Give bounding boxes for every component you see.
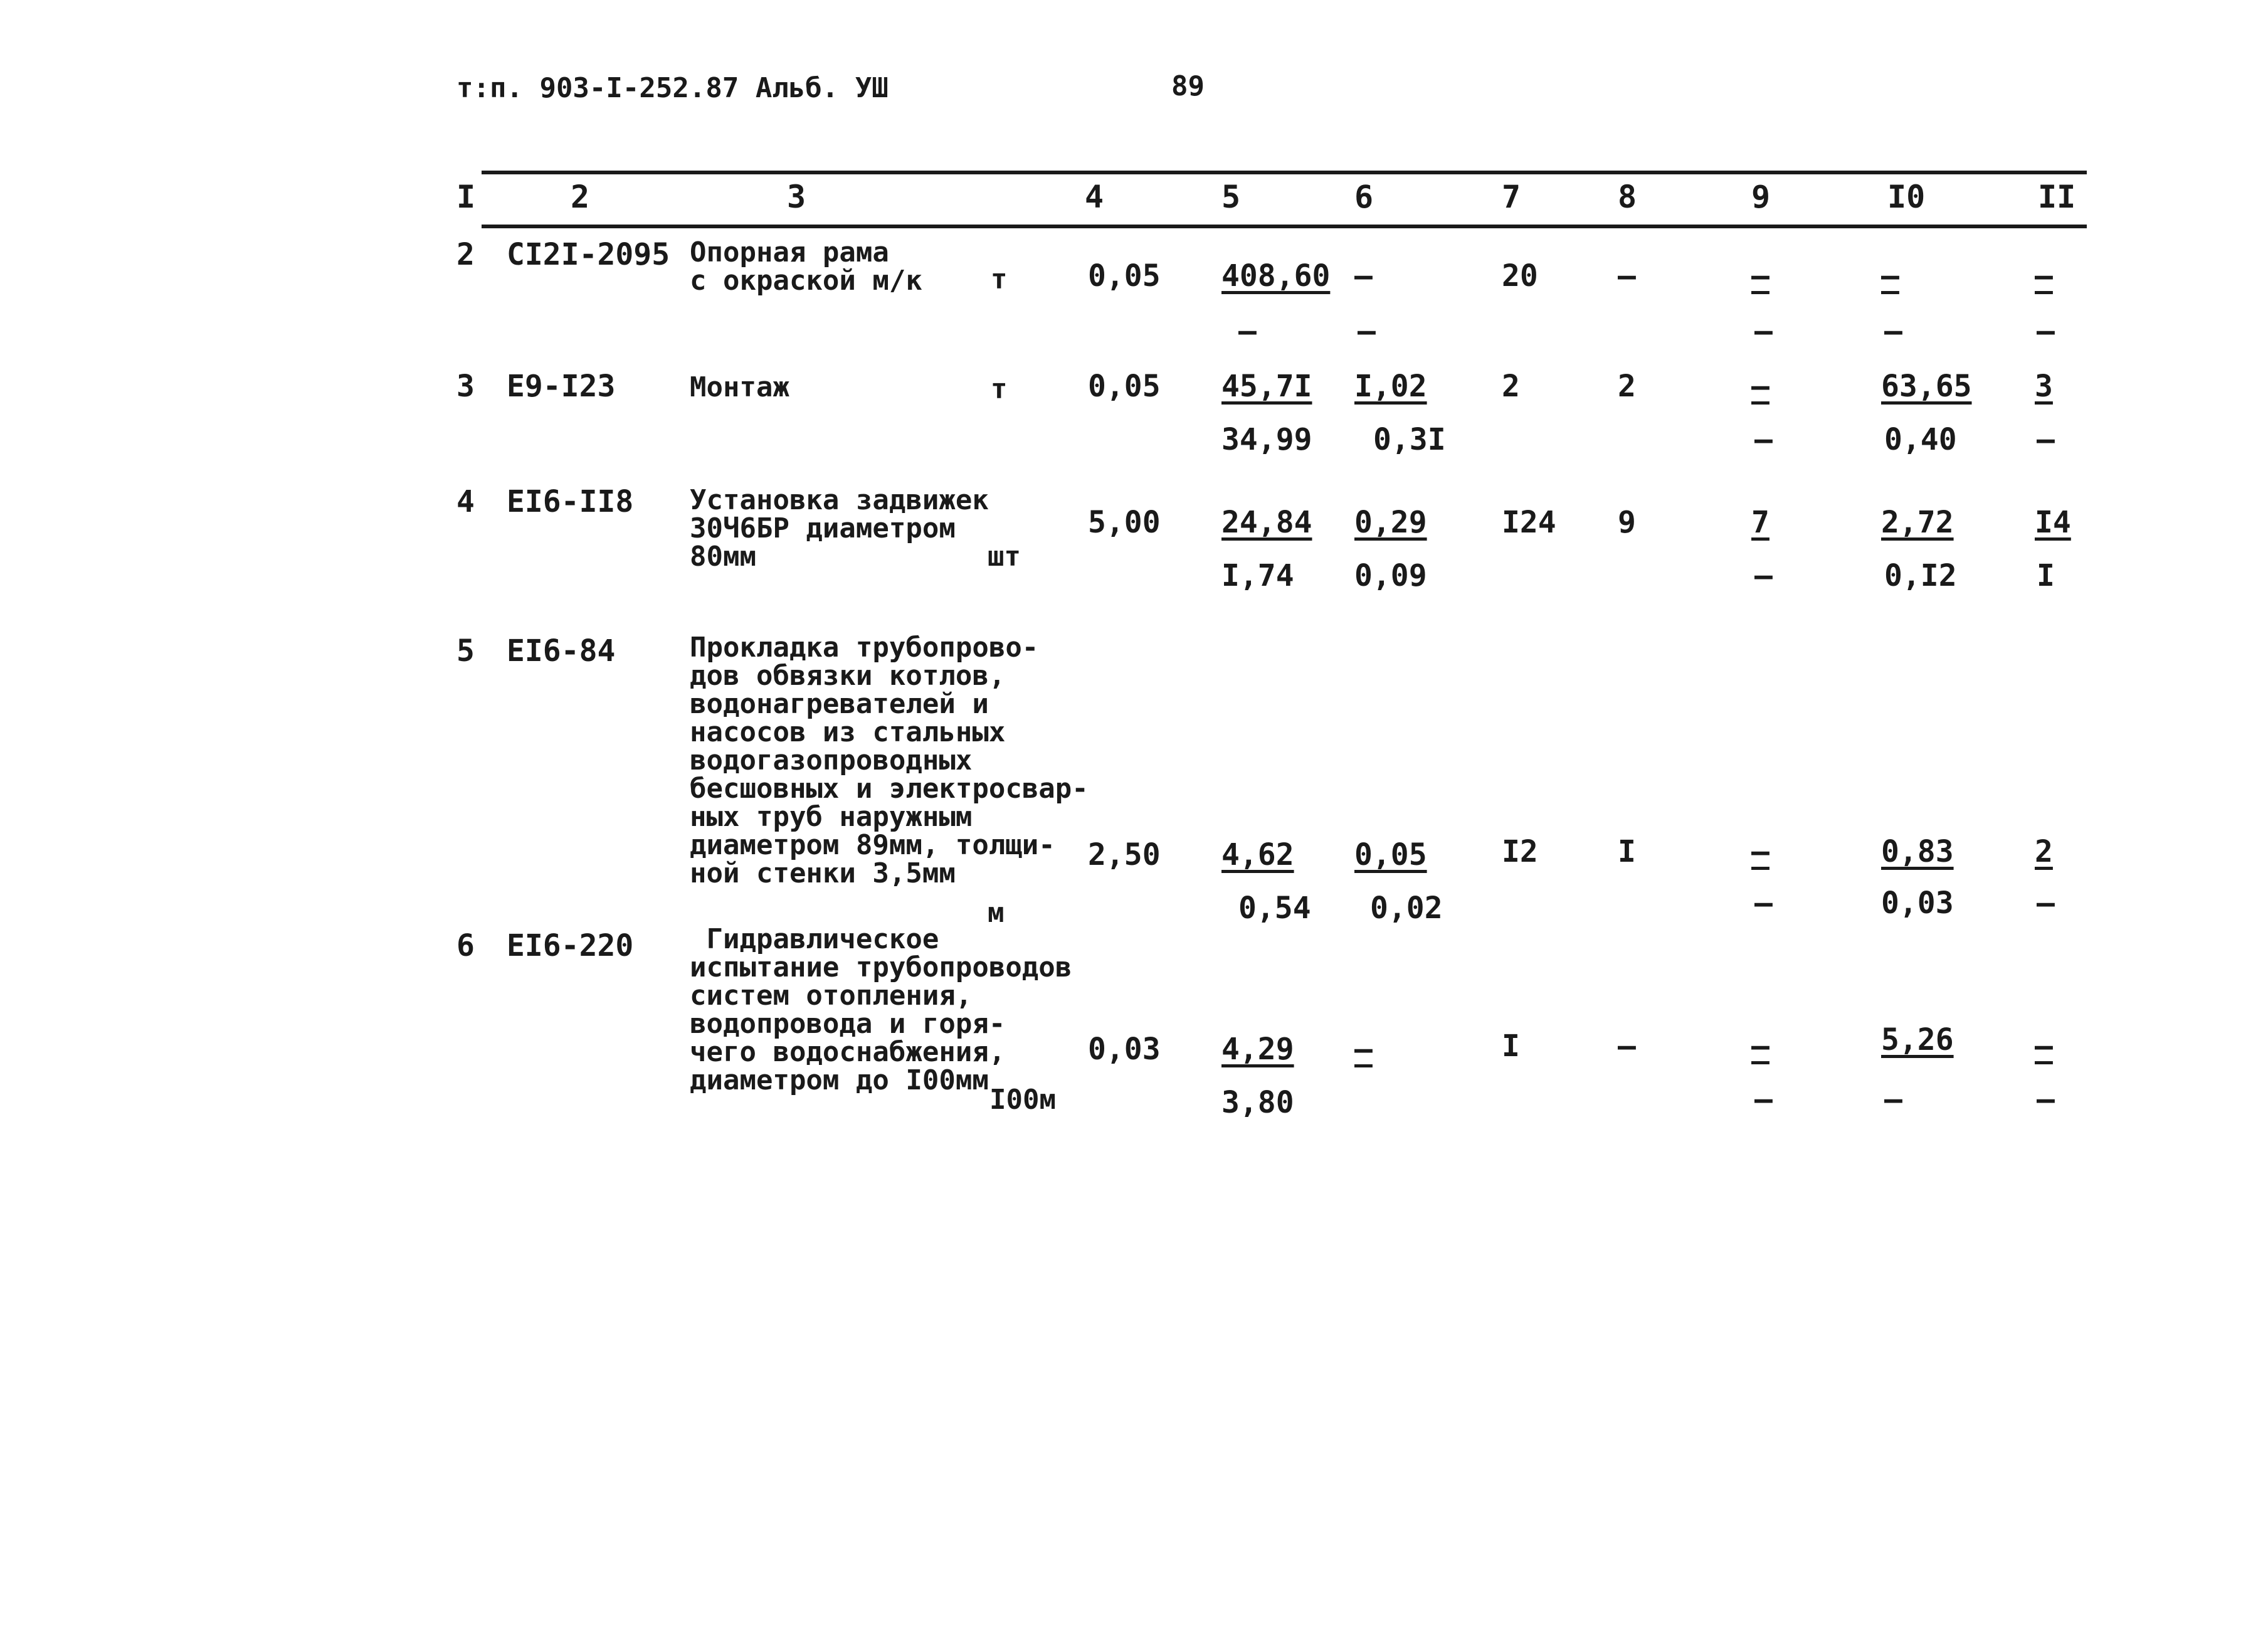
norm-code: E9-I23 [507, 369, 616, 404]
col6-value: 0,05 [1354, 837, 1427, 872]
col11-subvalue: I [2037, 558, 2055, 593]
col11-value: – [2035, 1029, 2053, 1064]
col9-value: – [1751, 258, 1770, 294]
col5-value: 408,60 [1221, 258, 1331, 294]
col7-value: 2 [1502, 369, 1520, 404]
col10-subvalue: 0,40 [1884, 422, 1957, 457]
column-number: 3 [787, 179, 806, 215]
col6-value: – [1354, 1032, 1373, 1067]
col5-value: 4,62 [1221, 837, 1294, 872]
col11-subvalue: – [2037, 422, 2055, 457]
col10-subvalue: – [1884, 1082, 1902, 1117]
col5-subvalue: – [1238, 314, 1257, 349]
table-header-rule [482, 225, 2087, 228]
col11-value: I4 [2035, 505, 2071, 540]
unit: I00м [989, 1084, 1056, 1116]
col6-subvalue: 0,02 [1370, 891, 1443, 926]
col5-value: 4,29 [1221, 1032, 1294, 1067]
col5-subvalue: I,74 [1221, 558, 1294, 593]
col10-subvalue: 0,03 [1881, 886, 1954, 921]
col9-value: – [1751, 834, 1770, 869]
col7-value: I [1502, 1029, 1520, 1064]
row-number: 5 [456, 633, 475, 669]
column-number: 5 [1221, 179, 1241, 215]
column-number: 9 [1751, 179, 1771, 215]
column-number: 2 [571, 179, 590, 215]
col6-subvalue: 0,09 [1354, 558, 1427, 593]
quantity: 0,03 [1088, 1032, 1161, 1067]
row-number: 6 [456, 928, 475, 963]
work-description: Прокладка трубопрово- дов обвязки котлов, водонагревателей и насосов из стальных водогазопроводных бесшовных и электросвар- ных труб наружным диаметром 89мм, толщи- ной стенки 3,5мм [690, 632, 1089, 889]
col10-value: 5,26 [1881, 1022, 1954, 1057]
quantity: 2,50 [1088, 837, 1161, 872]
work-description: Установка задвижек 30Ч6БР диаметром 80мм [690, 484, 989, 573]
work-description: Монтаж [690, 371, 789, 403]
col5-subvalue: 0,54 [1238, 891, 1311, 926]
col10-value: 0,83 [1881, 834, 1954, 869]
col6-value: 0,29 [1354, 505, 1427, 540]
col11-value: – [2035, 258, 2053, 294]
norm-code: EI6-II8 [507, 484, 634, 519]
col5-subvalue: 3,80 [1221, 1085, 1294, 1120]
work-description: Опорная рама с окраской м/к [690, 236, 922, 297]
col5-value: 24,84 [1221, 505, 1312, 540]
quantity: 0,05 [1088, 258, 1161, 294]
norm-code: EI6-220 [507, 928, 634, 963]
col6-subvalue: – [1358, 314, 1376, 349]
quantity: 0,05 [1088, 369, 1161, 404]
col8-value: – [1618, 1029, 1636, 1064]
col11-subvalue: – [2037, 1082, 2055, 1117]
column-number: 6 [1354, 179, 1374, 215]
col5-subvalue: 34,99 [1221, 422, 1312, 457]
col10-value: 63,65 [1881, 369, 1972, 404]
col6-value: I,02 [1354, 369, 1427, 404]
col11-value: 3 [2035, 369, 2053, 404]
column-number: 4 [1085, 179, 1104, 215]
unit: т [991, 373, 1008, 405]
unit: т [991, 263, 1008, 295]
col9-subvalue: – [1754, 314, 1773, 349]
document-reference: т:п. 903-I-252.87 Альб. УШ [456, 72, 889, 104]
col10-subvalue: – [1884, 314, 1902, 349]
col9-value: – [1751, 369, 1770, 404]
work-description: Гидравлическое испытание трубопроводов систем отопления, водопровода и горя- чего водоснабжения, диаметром до I00мм [690, 923, 1072, 1096]
col8-value: 2 [1618, 369, 1636, 404]
col11-subvalue: – [2037, 314, 2055, 349]
col7-value: I24 [1502, 505, 1556, 540]
col9-subvalue: – [1754, 886, 1773, 921]
col7-value: 20 [1502, 258, 1538, 294]
col7-value: I2 [1502, 834, 1538, 869]
col11-value: 2 [2035, 834, 2053, 869]
col10-value: 2,72 [1881, 505, 1954, 540]
column-number: I0 [1887, 179, 1926, 215]
col11-subvalue: – [2037, 886, 2055, 921]
col9-subvalue: – [1754, 422, 1773, 457]
col6-value: – [1354, 258, 1373, 294]
col9-value: – [1751, 1029, 1770, 1064]
col8-value: 9 [1618, 505, 1636, 540]
column-number: 7 [1502, 179, 1521, 215]
col10-value: – [1881, 258, 1899, 294]
col9-value: 7 [1751, 505, 1770, 540]
row-number: 2 [456, 237, 475, 272]
quantity: 5,00 [1088, 505, 1161, 540]
column-number: I [456, 179, 476, 215]
column-number: II [2038, 179, 2076, 215]
norm-code: CI2I-2095 [507, 237, 670, 272]
row-number: 4 [456, 484, 475, 519]
col9-subvalue: – [1754, 1082, 1773, 1117]
row-number: 3 [456, 369, 475, 404]
col8-value: – [1618, 258, 1636, 294]
table-top-rule [482, 171, 2087, 174]
col5-value: 45,7I [1221, 369, 1312, 404]
col8-value: I [1618, 834, 1636, 869]
unit: шт [988, 541, 1021, 573]
page-number: 89 [1171, 70, 1205, 102]
norm-code: EI6-84 [507, 633, 616, 669]
col6-subvalue: 0,3I [1373, 422, 1446, 457]
col10-subvalue: 0,I2 [1884, 558, 1957, 593]
unit: м [988, 897, 1005, 929]
column-number: 8 [1618, 179, 1637, 215]
col9-subvalue: – [1754, 558, 1773, 593]
